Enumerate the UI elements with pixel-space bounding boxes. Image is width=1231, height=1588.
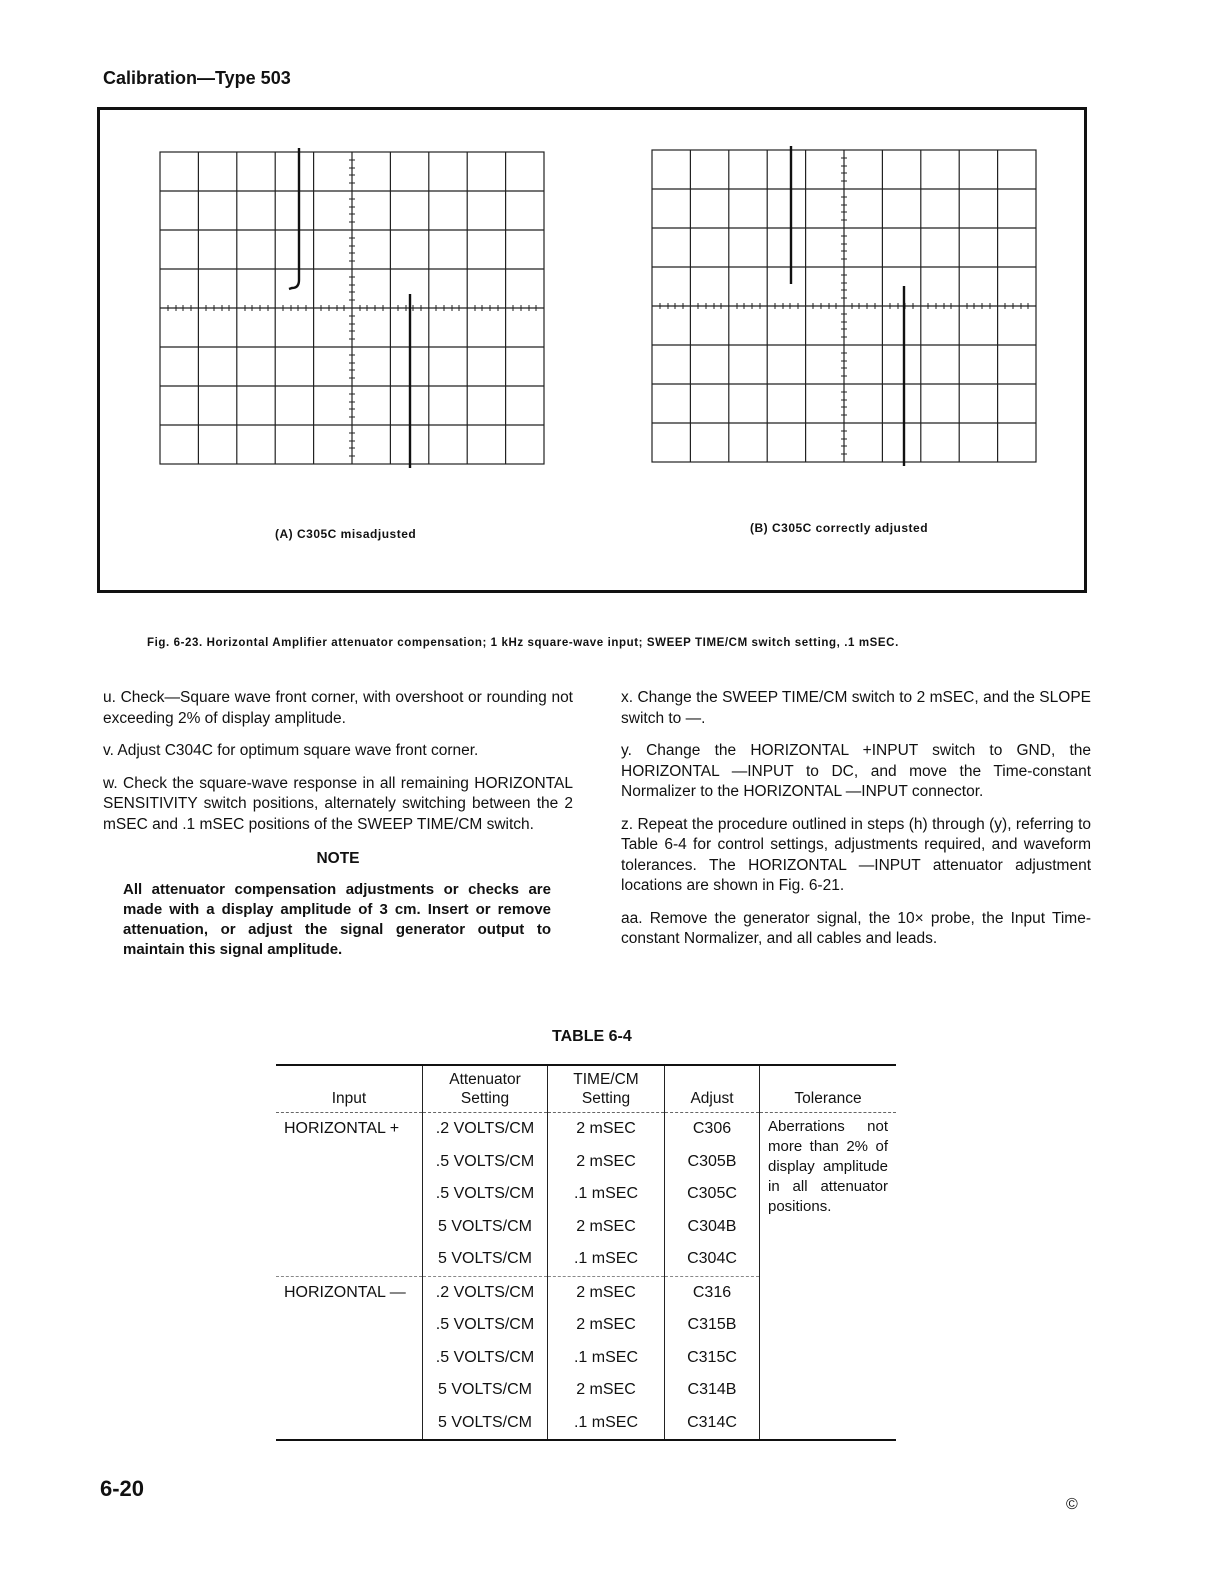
cell-timecm: 2 mSEC	[548, 1146, 665, 1179]
figure-label-a: (A) C305C misadjusted	[275, 527, 417, 541]
cell-attenuator: 5 VOLTS/CM	[423, 1374, 548, 1407]
cell-input	[276, 1342, 423, 1375]
cell-timecm: 2 mSEC	[548, 1211, 665, 1244]
figure-6-23	[97, 107, 1087, 593]
step-u: u. Check—Square wave front corner, with overshoot or rounding not exceeding 2% of display amplitude.	[103, 689, 573, 727]
note-title: NOTE	[316, 850, 360, 867]
cell-input	[276, 1211, 423, 1244]
cell-timecm: 2 mSEC	[548, 1276, 665, 1309]
page-header: Calibration—Type 503	[103, 68, 291, 88]
header-input: Input	[276, 1065, 423, 1113]
table-6-4	[276, 1064, 896, 1441]
cell-input	[276, 1374, 423, 1407]
table-row	[276, 1113, 896, 1146]
figure-label-b: (B) C305C correctly adjusted	[750, 521, 929, 535]
table-title: TABLE 6-4	[552, 1028, 632, 1045]
right-column	[621, 688, 1091, 962]
cell-input	[276, 1146, 423, 1179]
cell-timecm: .1 mSEC	[548, 1178, 665, 1211]
cell-input	[276, 1243, 423, 1276]
step-aa: aa. Remove the generator signal, the 10× probe, the Input Time-constant Normalizer, and all cables and leads.	[621, 909, 1091, 947]
step-x: x. Change the SWEEP TIME/CM switch to 2 mSEC, and the SLOPE switch to —.	[621, 689, 1091, 727]
header-tolerance: Tolerance	[760, 1065, 897, 1113]
scope-graticule-a	[158, 148, 546, 468]
cell-adjust: C314C	[665, 1407, 760, 1441]
cell-adjust: C304B	[665, 1211, 760, 1244]
cell-adjust: C304C	[665, 1243, 760, 1276]
scope-graticule-b	[650, 146, 1038, 466]
cell-attenuator: .5 VOLTS/CM	[423, 1178, 548, 1211]
cell-adjust: C314B	[665, 1374, 760, 1407]
cell-input	[276, 1309, 423, 1342]
step-y: y. Change the HORIZONTAL +INPUT switch to GND, the HORIZONTAL —INPUT to DC, and move the Time-constant Normalizer to the HORIZONTAL —INPUT connector.	[621, 742, 1091, 800]
cell-adjust: C305C	[665, 1178, 760, 1211]
cell-attenuator: .2 VOLTS/CM	[423, 1276, 548, 1309]
cell-attenuator: .5 VOLTS/CM	[423, 1309, 548, 1342]
cell-adjust: C316	[665, 1276, 760, 1309]
header-adjust: Adjust	[665, 1065, 760, 1113]
cell-tolerance: Aberrations not more than 2% of display amplitude in all attenuator positions.	[760, 1113, 897, 1441]
cell-input: HORIZONTAL +	[284, 1120, 400, 1138]
header-timecm: TIME/CM Setting	[548, 1065, 665, 1113]
cell-input: HORIZONTAL —	[276, 1276, 423, 1309]
cell-input	[276, 1407, 423, 1441]
cell-adjust: C305B	[665, 1146, 760, 1179]
cell-adjust: C315B	[665, 1309, 760, 1342]
cell-adjust: C306	[665, 1113, 760, 1146]
cell-timecm: .1 mSEC	[548, 1407, 665, 1441]
note-body: All attenuator compensation adjustments or checks are made with a display amplitude of 3 cm. Insert or remove attenuation, or adjust the signal generator output to maintain this signal amplitude.	[123, 880, 551, 958]
cell-attenuator: .2 VOLTS/CM	[423, 1113, 548, 1146]
cell-timecm: .1 mSEC	[548, 1243, 665, 1276]
table-header-row	[276, 1065, 896, 1113]
figure-caption: Fig. 6-23. Horizontal Amplifier attenuator compensation; 1 kHz square-wave input; SWEEP TIME/CM switch setting, .1 mSEC.	[147, 637, 899, 649]
step-v: v. Adjust C304C for optimum square wave front corner.	[103, 742, 479, 759]
left-column	[103, 688, 573, 960]
cell-attenuator: 5 VOLTS/CM	[423, 1211, 548, 1244]
cell-timecm: 2 mSEC	[548, 1374, 665, 1407]
cell-input	[276, 1178, 423, 1211]
step-w: w. Check the square-wave response in all remaining HORIZONTAL SENSITIVITY switch positions, alternately switching between the 2 mSEC and .1 mSEC positions of the SWEEP TIME/CM switch.	[103, 774, 573, 833]
cell-attenuator: 5 VOLTS/CM	[423, 1407, 548, 1441]
page-number: 6-20	[100, 1476, 145, 1501]
step-z: z. Repeat the procedure outlined in steps (h) through (y), referring to Table 6-4 for control settings, adjustments required, and waveform tolerances. The HORIZONTAL —INPUT attenuator adjustment locations are shown in Fig. 6-21.	[621, 815, 1091, 894]
header-attenuator: Attenuator Setting	[423, 1065, 548, 1113]
cell-attenuator: .5 VOLTS/CM	[423, 1146, 548, 1179]
cell-adjust: C315C	[665, 1342, 760, 1375]
cell-attenuator: 5 VOLTS/CM	[423, 1243, 548, 1276]
cell-timecm: 2 mSEC	[548, 1309, 665, 1342]
cell-timecm: .1 mSEC	[548, 1342, 665, 1375]
cell-timecm: 2 mSEC	[548, 1113, 665, 1146]
cell-attenuator: .5 VOLTS/CM	[423, 1342, 548, 1375]
copyright-mark: ©	[1066, 1496, 1078, 1513]
